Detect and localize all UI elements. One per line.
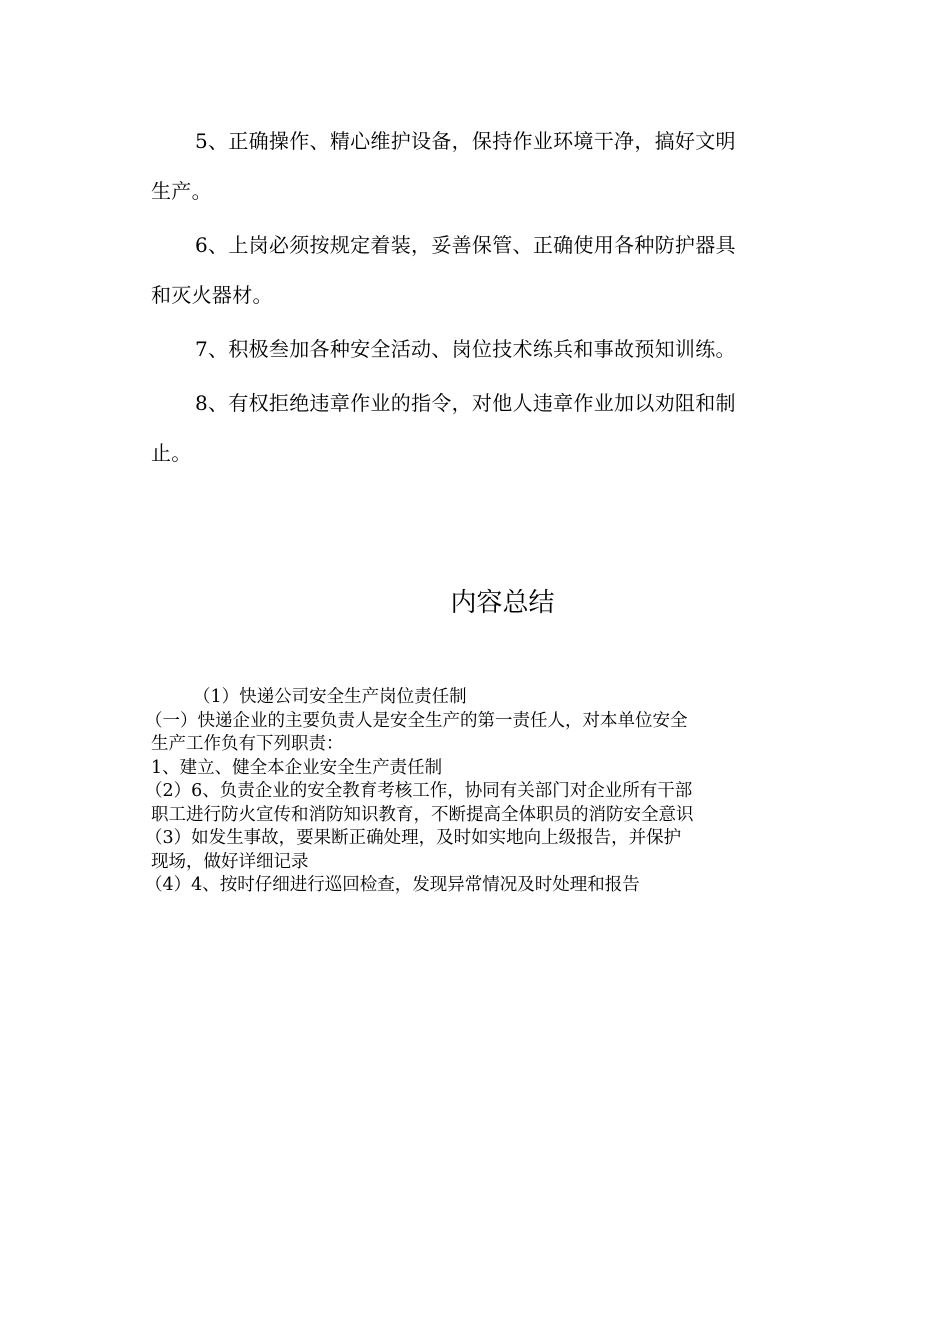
summary-line: （2）6、负责企业的安全教育考核工作，协同有关部门对企业所有干部 [145,781,693,801]
duty-item-5-continuation: 生产。 [151,179,212,203]
duty-item-7: 7、积极叁加各种安全活动、岗位技术练兵和事故预知训练。 [195,337,736,361]
summary-line: （3）如发生事故，要果断正确处理，及时如实地向上级报告，并保护 [145,828,682,848]
summary-line: 现场，做好详细记录 [151,851,309,872]
summary-line: （一）快递企业的主要负责人是安全生产的第一责任人，对本单位安全 [145,710,688,731]
summary-line: 职工进行防火宣传和消防知识教育，不断提高全体职员的消防安全意识 [151,804,694,825]
duty-item-6: 6、上岗必须按规定着装，妥善保管、正确使用各种防护器具 [195,233,736,257]
summary-line: （4）4、按时仔细进行巡回检查，发现异常情况及时处理和报告 [145,875,640,895]
duty-item-8-continuation: 止。 [151,441,192,465]
duty-item-8: 8、有权拒绝违章作业的指令，对他人违章作业加以劝阻和制 [195,391,736,415]
duty-item-6-continuation: 和灭火器材。 [151,283,273,307]
duties-list [151,116,791,478]
summary-section [145,686,801,898]
summary-title: 内容总结 [450,588,555,618]
duty-item-5: 5、正确操作、精心维护设备，保持作业环境干净，搞好文明 [195,129,736,153]
summary-line: 生产工作负有下列职责： [151,734,344,754]
summary-line: （1）快递公司安全生产岗位责任制 [193,687,467,707]
summary-line: 1、建立、健全本企业安全生产责任制 [151,757,443,778]
